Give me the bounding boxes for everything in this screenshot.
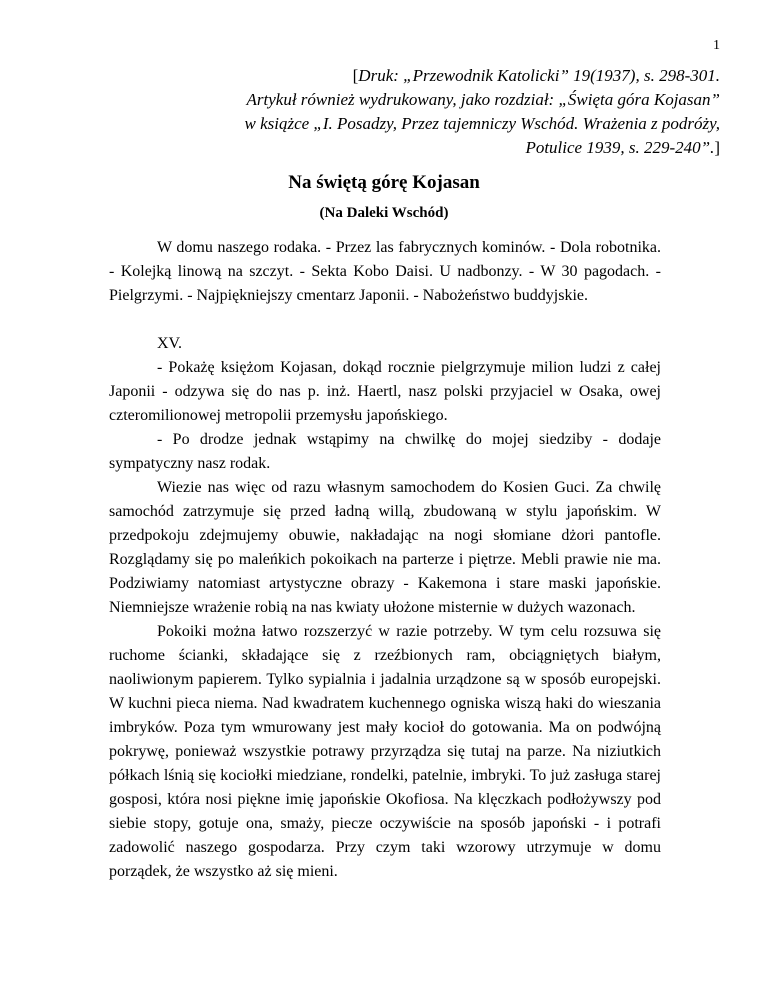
- paragraph: - Pokażę księżom Kojasan, dokąd rocznie pielgrzymuje milion ludzi z całej Japonii - odzywa się do nas p. inż. Haertl, nasz polski przyjaciel w Osaka, owej czteromilionowej metropolii przemysłu japońskiego.: [109, 359, 661, 424]
- source-note-line-3: [160, 112, 720, 136]
- source-note-close-bracket: ]: [714, 138, 720, 157]
- paragraph: Wiezie nas więc od razu własnym samochodem do Kosien Guci. Za chwilę samochód zatrzymuje się przed ładną willą, zbudowaną w stylu japońskim. W przedpokoju zdejmujemy obuwie, nakładając na nogi słomiane dżori pantofle. Rozglądamy się po maleńkich pokoikach na parterze i piętrze. Mebli prawie nie ma. Podziwiamy natomiast artystyczne obrazy - Kakemona i stare maski japońskie. Niemniejsze wrażenie robią na nas kwiaty ułożone misternie w dużych wazonach.: [109, 479, 661, 616]
- article-body: [109, 236, 661, 884]
- article-title: Na świętą górę Kojasan: [288, 172, 480, 193]
- source-note: [160, 64, 720, 160]
- section-number: XV.: [157, 335, 183, 352]
- source-note-text: w książce „I. Posadzy, Przez tajemniczy Wschód. Wrażenia z podróży,: [244, 114, 720, 133]
- page-number: 1: [713, 38, 720, 53]
- source-note-line-2: [160, 88, 720, 112]
- article-subtitle: (Na Daleki Wschód): [319, 205, 449, 221]
- source-note-text: Artykuł również wydrukowany, jako rozdział: „Święta góra Kojasan”: [246, 90, 720, 109]
- source-note-text: Potulice 1939, s. 229-240”.: [525, 138, 715, 157]
- source-note-text: Druk: „Przewodnik Katolicki” 19(1937), s. 298-301.: [358, 66, 720, 85]
- source-note-open-bracket: [: [352, 66, 359, 85]
- paragraph: Pokoiki można łatwo rozszerzyć w razie potrzeby. W tym celu rozsuwa się ruchome ścianki, składające się z rzeźbionych ram, obciągniętych białym, naoliwionym papierem. Tylko sypialnia i jadalnia urządzone są w sposób europejski. W kuchni pieca niema. Nad kwadratem kuchennego ogniska wiszą haki do wieszania imbryków. Poza tym wmurowany jest mały kocioł do gotowania. Ma on podwójną pokrywę, ponieważ wszystkie potrawy przyrządza się tutaj na parze. Na niziutkich półkach lśnią się kociołki miedziane, rondelki, patelnie, imbryki. To już zasługa starej gosposi, która nosi piękne imię japońskie Okofiosa. Na klęczkach podłożywszy pod siebie stopy, gotuje ona, smaży, piecze oczywiście na sposób japoński - i potrafi zadowolić naszego gospodarza. Przy czym taki wzorowy utrzymuje w domu porządek, że wszystko aż się mieni.: [109, 623, 661, 880]
- paragraph: - Po drodze jednak wstąpimy na chwilkę do mojej siedziby - dodaje sympatyczny nasz rodak.: [109, 431, 661, 472]
- chapter-summary: W domu naszego rodaka. - Przez las fabrycznych kominów. - Dola robotnika. - Kolejką linową na szczyt. - Sekta Kobo Daisi. U nadbonzy. - W 30 pagodach. - Pielgrzymi. - Najpiękniejszy cmentarz Japonii. - Nabożeństwo buddyjskie.: [109, 239, 661, 304]
- source-note-line-1: [160, 64, 720, 88]
- source-note-line-4: [160, 136, 720, 160]
